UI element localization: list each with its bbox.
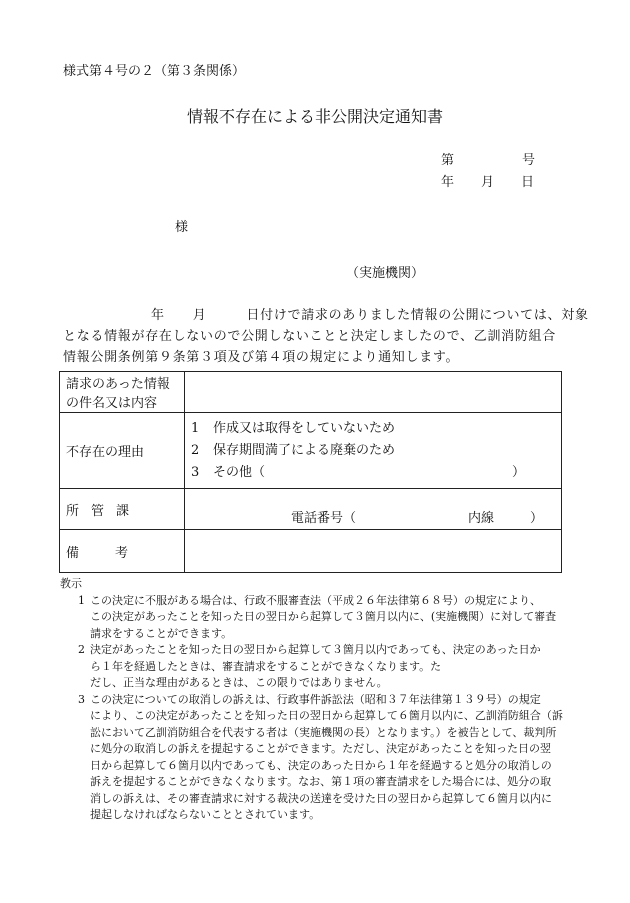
instruction-line: この決定に不服がある場合は、行政不服審査法（平成２６年法律第６８号）の規定により、 <box>90 593 541 607</box>
extension-label: 内線 <box>468 510 495 526</box>
form-number: 様式第４号の２（第３条関係） <box>63 64 246 79</box>
notice-body <box>63 305 589 368</box>
reason-close-paren: ） <box>511 464 525 480</box>
department-value[interactable] <box>185 489 562 530</box>
remarks-value[interactable] <box>185 530 562 573</box>
instructions-title: 教示 <box>60 577 82 590</box>
instruction-number: 3 <box>78 692 85 706</box>
instruction-line: 請求をすることができます。 <box>90 626 233 640</box>
instruction-line: 提起しなければならないこととされています。 <box>90 808 321 821</box>
instruction-line: 訟において乙訓消防組合を代表する者は（実施機関の長）となります。）を被告として、裁判所 <box>90 725 557 739</box>
reason-number: 3 <box>191 464 200 480</box>
date-day-label: 日 <box>521 175 535 190</box>
date-year-label: 年 <box>441 175 455 190</box>
table-row-request <box>60 372 562 413</box>
instruction-line: この決定があったことを知った日の翌日から起算して３箇月以内に、(実施機関）に対して審査 <box>90 610 557 623</box>
body-year-label: 年 <box>151 308 165 323</box>
table-row-remarks <box>60 530 562 573</box>
table-row-department <box>60 489 562 530</box>
phone-line <box>191 493 555 526</box>
table-row-reason <box>60 413 562 489</box>
instruction-line: 消しの訴えは、その審査請求に対する裁決の送達を受けた日の翌日から起算して６箇月以内に <box>90 791 552 805</box>
remarks-label-text: 備考 <box>66 545 165 561</box>
body-line-1: 日付けで請求のありました情報の公開については、対象 <box>246 308 589 323</box>
reason-text: 保存期間満了による廃棄のため <box>213 442 396 458</box>
doc-number-label: 第 <box>441 153 455 168</box>
appeal-instructions <box>60 576 570 824</box>
issuing-agency: （実施機関） <box>346 266 425 281</box>
document-title: 情報不存在による非公開決定通知書 <box>186 107 443 126</box>
instruction-line: により、この決定があったことを知った日の翌日から起算して６箇月以内に、乙訓消防組合（訴 <box>90 709 563 722</box>
instruction-line: この決定についての取消しの訴えは、行政事件訴訟法（昭和３７年法律第１３９号）の規定 <box>90 692 541 706</box>
instruction-line: 訴えを提起することができなくなります。なお、第１項の審査請求をした場合には、処分の取 <box>90 775 552 788</box>
body-month-label: 月 <box>192 308 207 323</box>
instruction-number: 2 <box>78 643 85 656</box>
reason-option-2[interactable] <box>191 440 555 462</box>
body-line-3: 情報公開条例第９条第３項及び第４項の規定により通知します。 <box>63 350 460 365</box>
request-value[interactable] <box>185 372 562 413</box>
date-month-label: 月 <box>481 175 495 190</box>
instruction-line: 日から起算して６箇月以内であっても、決定のあった日から１年を経過すると処分の取消しの <box>90 758 552 772</box>
instruction-item-3 <box>60 692 570 824</box>
addressee-suffix: 様 <box>175 220 189 235</box>
reason-number: 1 <box>191 420 200 436</box>
instruction-line: に処分の取消しの訴えを提起することができます。ただし、決定があったことを知った日の翌 <box>90 742 552 755</box>
instruction-line: 決定があったことを知った日の翌日から起算して３箇月以内であっても、決定のあった日か <box>90 643 541 656</box>
reason-text: 作成又は取得をしていないため <box>213 420 396 436</box>
instruction-line: だし、正当な理由があるときは、この限りではありません。 <box>90 676 388 689</box>
request-label-line-2: の件名又は内容 <box>66 396 158 411</box>
reason-text: その他（ <box>213 464 266 480</box>
request-label <box>60 372 185 413</box>
instruction-item-1 <box>60 593 570 643</box>
instruction-line: ら１年を経過したときは、審査請求をすることができなくなります。た <box>90 659 442 673</box>
reason-number: 2 <box>191 442 200 458</box>
department-label <box>60 489 185 530</box>
reason-label: 不存在の理由 <box>60 413 185 489</box>
body-line-2: となる情報が存在しないので公開しないことと決定しましたので、乙訓消防組合 <box>63 329 556 344</box>
reason-option-3[interactable] <box>191 462 555 484</box>
reason-option-1[interactable] <box>191 418 555 440</box>
decision-table <box>59 371 562 573</box>
phone-close-paren: ） <box>530 510 544 526</box>
doc-number-suffix: 号 <box>522 153 536 168</box>
request-label-line-1: 請求のあった情報 <box>66 377 170 392</box>
instruction-item-2 <box>60 642 570 692</box>
instruction-number: 1 <box>78 593 85 607</box>
remarks-label <box>60 530 185 573</box>
phone-label: 電話番号（ <box>291 510 357 526</box>
department-label-text: 所管課 <box>66 503 142 519</box>
reason-options <box>185 413 562 489</box>
